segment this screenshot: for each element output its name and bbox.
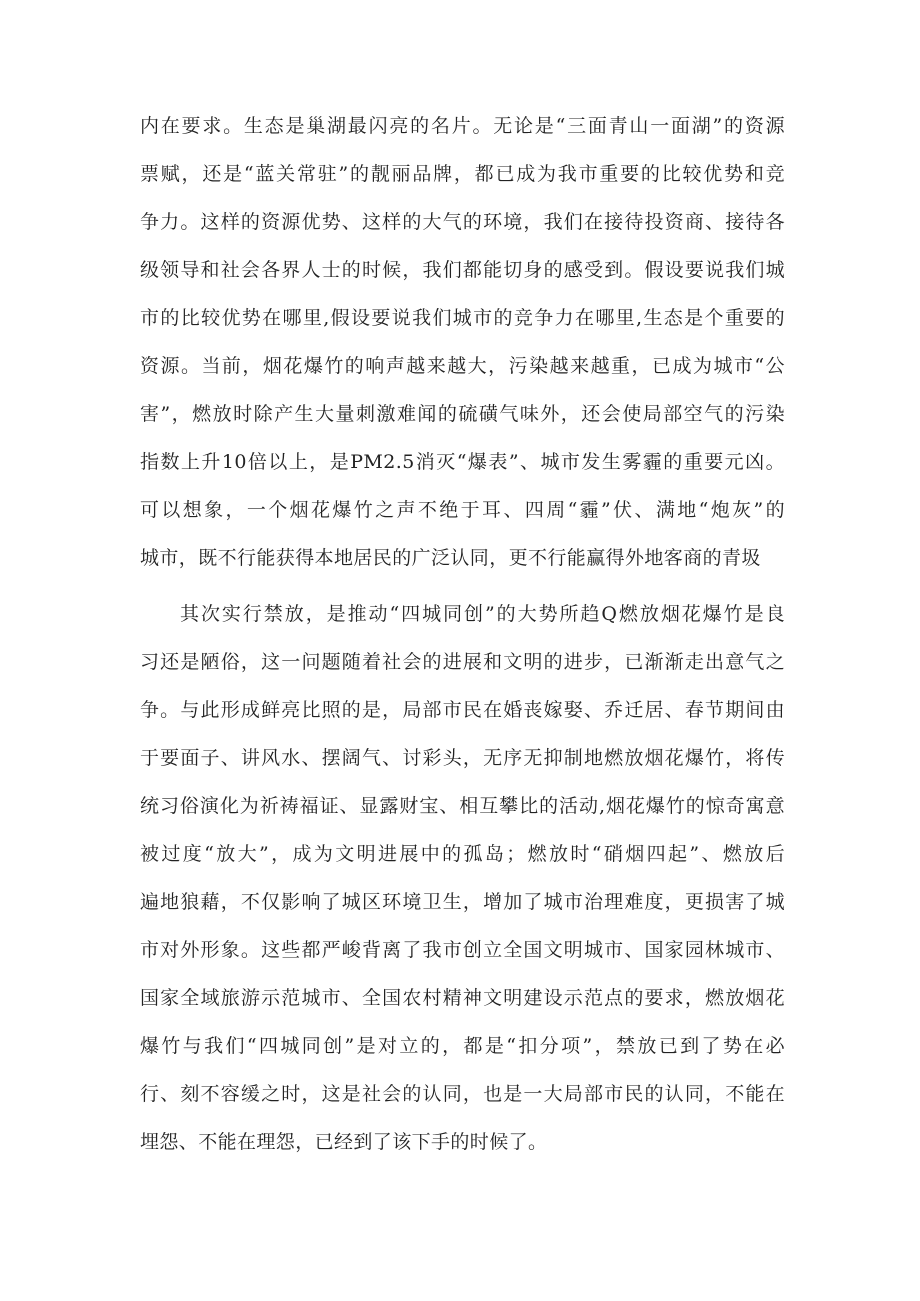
paragraph-2-line: 行、刻不容缓之时，这是社会的认同，也是一大局部市民的认同，不能在 [140,1083,785,1105]
paragraph-2-line: 被过度“放大”，成为文明进展中的孤岛；燃放时“硝烟四起”、燃放后 [140,843,785,865]
paragraph-2-line: 爆竹与我们“四城同创”是对立的，都是“扣分项”，禁放已到了势在必 [140,1035,785,1057]
paragraph-2-line: 于要面子、讲风水、摆阔气、讨彩头，无序无抑制地燃放烟花爆竹，将传 [140,747,785,769]
paragraph-2-line: 市对外形象。这些都严峻背离了我市创立全国文明城市、国家园林城市、 [140,939,785,961]
paragraph-1-line: 内在要求。生态是巢湖最闪亮的名片。无论是“三面青山一面湖”的资源 [140,115,785,137]
paragraph-1-line: 争力。这样的资源优势、这样的大气的环境，我们在接待投资商、接待各 [140,211,785,233]
paragraph-1-line: 票赋，还是“蓝关常驻”的靓丽品牌，都已成为我市重要的比较优势和竞 [140,163,785,185]
paragraph-1-line: 可以想象，一个烟花爆竹之声不绝于耳、四周“霾”伏、满地“炮灰”的 [140,499,785,521]
paragraph-1-line: 指数上升10倍以上，是PM2.5消灭“爆表”、城市发生雾霾的重要元凶。 [140,451,785,473]
paragraph-2 [140,590,785,1166]
paragraph-2-line: 习还是陋俗，这一问题随着社会的进展和文明的进步，已渐渐走出意气之 [140,651,785,673]
paragraph-2-line: 争。与此形成鲜亮比照的是，局部市民在婚丧嫁娶、乔迁居、春节期间由 [140,699,785,721]
paragraph-1-line: 市的比较优势在哪里,假设要说我们城市的竞争力在哪里,生态是个重要的 [140,307,785,329]
paragraph-1-line: 害”，燃放时除产生大量刺激难闻的硫磺气味外，还会使局部空气的污染 [140,403,785,425]
paragraph-2-line: 其次实行禁放，是推动“四城同创”的大势所趋Q燃放烟花爆竹是良 [180,603,785,625]
paragraph-1-line: 资源。当前，烟花爆竹的响声越来越大，污染越来越重，已成为城市“公 [140,355,785,377]
paragraph-2-line: 统习俗演化为祈祷福证、显露财宝、相互攀比的活动,烟花爆竹的惊奇寓意 [140,795,785,817]
paragraph-1-line: 级领导和社会各界人士的时候，我们都能切身的感受到。假设要说我们城 [140,259,785,281]
paragraph-1-line: 城市，既不行能获得本地居民的广泛认同，更不行能赢得外地客商的青圾 [140,547,761,569]
paragraph-2-line: 遍地狼藉，不仅影响了城区环境卫生，增加了城市治理难度，更损害了城 [140,891,785,913]
paragraph-2-line: 埋怨、不能在理怨，已经到了该下手的时候了。 [140,1131,548,1153]
paragraph-1 [140,102,785,582]
paragraph-2-line: 国家全域旅游示范城市、全国农村精神文明建设示范点的要求，燃放烟花 [140,987,785,1009]
